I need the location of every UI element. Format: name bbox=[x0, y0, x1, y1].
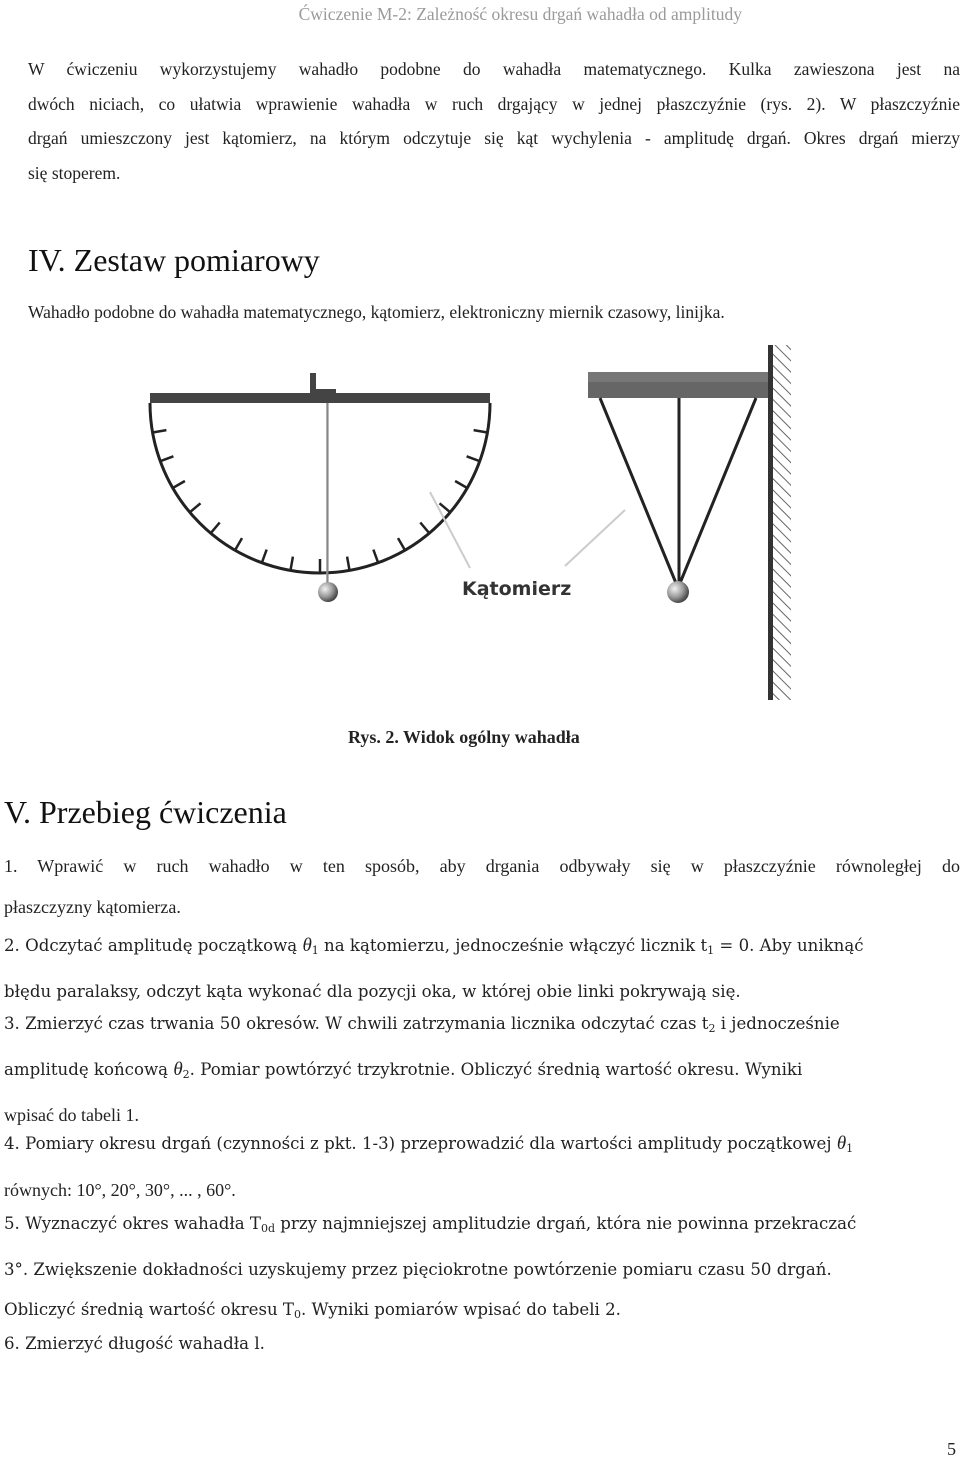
intro-line: się stoperem. bbox=[28, 162, 121, 183]
protractor bbox=[150, 373, 490, 602]
protractor-tick bbox=[235, 538, 242, 550]
step-4-line: równych: 10°, 20°, 30°, ... , 60°. bbox=[4, 1179, 236, 1200]
step-3-line: wpisać do tabeli 1. bbox=[4, 1105, 139, 1125]
protractor-tick bbox=[420, 523, 429, 534]
step-1 bbox=[4, 846, 960, 927]
step-3 bbox=[4, 1004, 960, 1136]
protractor-tick bbox=[290, 557, 292, 571]
step-6-line: 6. Zmierzyć długość wahadła l. bbox=[4, 1334, 265, 1353]
protractor-tick bbox=[455, 481, 467, 488]
step-4 bbox=[4, 1124, 960, 1210]
intro-paragraph bbox=[28, 52, 960, 190]
protractor-tick bbox=[467, 456, 480, 461]
protractor-tick bbox=[262, 550, 267, 563]
protractor-tick bbox=[190, 503, 201, 512]
step-2-line: 2. Odczytać amplitudę początkową $\theta_1$ na kątomierzu, jednocześnie włączyć licznik $t_1 = 0$. Aby uniknąć bbox=[4, 935, 864, 957]
intro-line: dwóch niciach, co ułatwia wprawienie wahadła w ruch drgający w jednej płaszczyźnie (rys. 2). W płaszczyźnie bbox=[28, 93, 960, 114]
protractor-tick bbox=[373, 550, 378, 563]
intro-line: drgań umieszczony jest kątomierz, na którym odczytuje się kąt wychylenia - amplitudę drgań. Okres drgań mierzy bbox=[28, 128, 960, 148]
figure-caption: Rys. 2. Widok ogólny wahadła bbox=[348, 727, 580, 747]
step-3-line: amplitudę końcową $\theta_2$. Pomiar powtórzyć trzykrotnie. Obliczyć średnią wartość okresu. Wyniki bbox=[4, 1058, 803, 1081]
step-6 bbox=[4, 1324, 960, 1365]
step-5-line: 3°. Zwiększenie dokładności uzyskujemy przez pięciokrotne powtórzenie pomiaru czasu 50 drgań. bbox=[4, 1259, 832, 1279]
protractor-tick bbox=[173, 481, 185, 488]
step-2 bbox=[4, 926, 960, 1012]
protractor-tick bbox=[160, 456, 173, 461]
protractor-tick bbox=[440, 503, 451, 512]
protractor-tick bbox=[211, 523, 220, 534]
protractor-tick bbox=[347, 557, 349, 571]
step-5 bbox=[4, 1204, 960, 1336]
section-heading-iv: IV. Zestaw pomiarowy bbox=[28, 242, 320, 278]
step-5-line: Obliczyć średnią wartość okresu $T_0$. Wyniki pomiarów wpisać do tabeli 2. bbox=[4, 1300, 621, 1321]
protractor-tick bbox=[474, 430, 488, 432]
side-view bbox=[588, 345, 791, 700]
step-4-line: 4. Pomiary okresu drgań (czynności z pkt. 1-3) przeprowadzić dla wartości amplitudy początkowej $\theta_1$ bbox=[4, 1133, 854, 1155]
step-5-line: 5. Wyznaczyć okres wahadła $T_{0d}$ przy najmniejszej amplitudzie drgań, która nie powinna przekraczać bbox=[4, 1214, 857, 1235]
step-1-line: płaszczyzny kątomierza. bbox=[4, 896, 181, 917]
pendulum-ball-side bbox=[667, 581, 689, 603]
equipment-list: Wahadło podobne do wahadła matematycznego, kątomierz, elektroniczny miernik czasowy, linijka. bbox=[28, 302, 725, 322]
step-1-line: 1. Wprawić w ruch wahadło w ten sposób, aby drgania odbywały się w płaszczyźnie równoległej do bbox=[4, 856, 960, 876]
protractor-tick bbox=[153, 430, 167, 432]
pendulum-figure bbox=[0, 340, 960, 710]
page-header: Ćwiczenie M-2: Zależność okresu drgań wahadła od amplitudy bbox=[298, 4, 742, 24]
protractor-tick bbox=[398, 538, 405, 550]
pendulum-ball bbox=[318, 582, 338, 602]
page-number: 5 bbox=[947, 1439, 956, 1459]
step-3-line: 3. Zmierzyć czas trwania 50 okresów. W chwili zatrzymania licznika odczytać czas $t_2$ i jednocześnie bbox=[4, 1014, 840, 1035]
section-heading-v: V. Przebieg ćwiczenia bbox=[4, 794, 287, 830]
step-2-line: błędu paralaksy, odczyt kąta wykonać dla pozycji oka, w której obie linki pokrywają się. bbox=[4, 981, 741, 1001]
figure-label-katomierz: Kątomierz bbox=[462, 578, 572, 600]
intro-line: W ćwiczeniu wykorzystujemy wahadło podobne do wahadła matematycznego. Kulka zawieszona jest na bbox=[28, 59, 960, 79]
